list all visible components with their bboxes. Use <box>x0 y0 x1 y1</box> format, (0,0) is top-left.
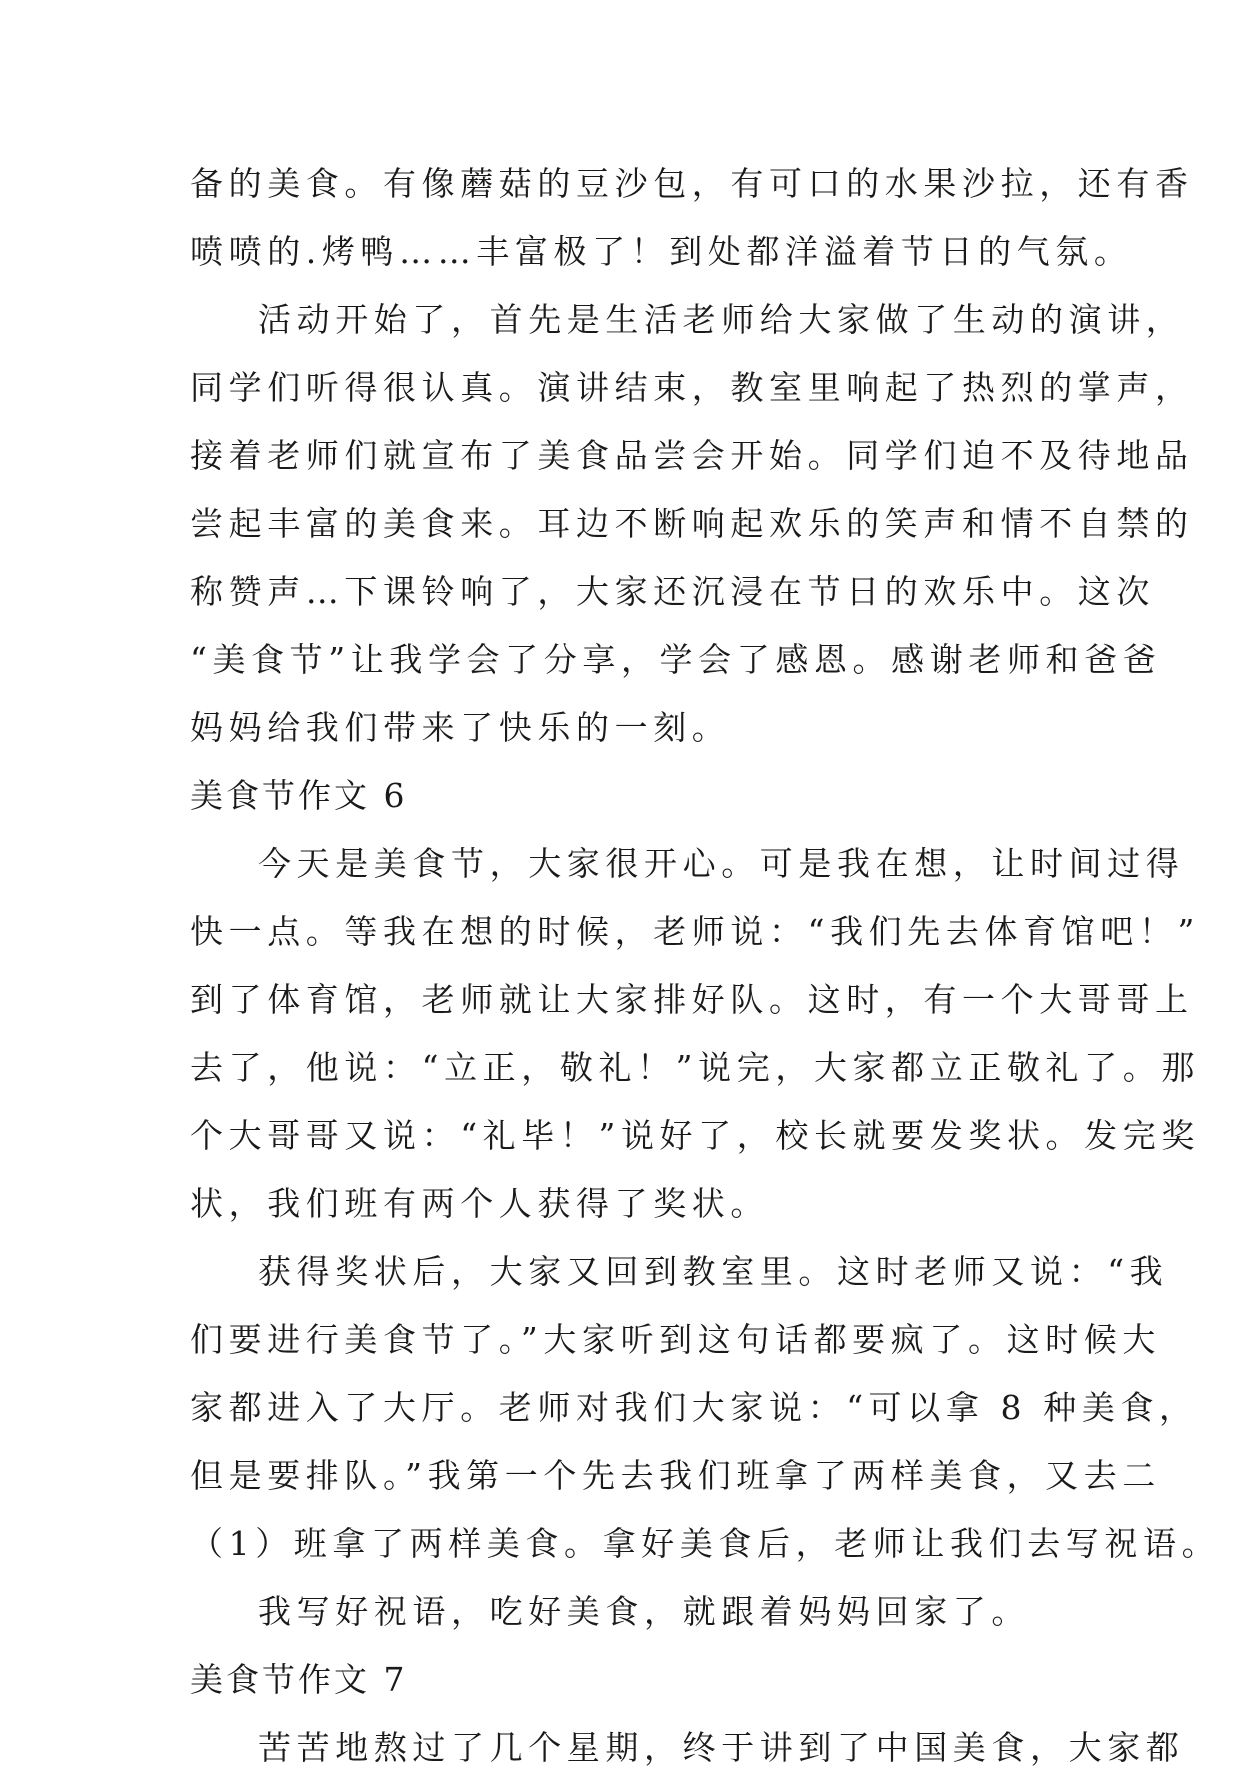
paragraph-line: 个大哥哥又说：“礼毕！”说好了，校长就要发奖状。发完奖 <box>190 1116 1200 1155</box>
paragraph-line: 我写好祝语，吃好美食，就跟着妈妈回家了。 <box>258 1592 1030 1631</box>
paragraph-line: 家都进入了大厅。老师对我们大家说：“可以拿 8 种美食， <box>190 1388 1198 1427</box>
paragraph-line: （1）班拿了两样美食。拿好美食后，老师让我们去写祝语。 <box>190 1524 1221 1563</box>
paragraph-line: 喷喷的.烤鸭……丰富极了！到处都洋溢着节日的气氛。 <box>190 232 1133 271</box>
paragraph-line: 快一点。等我在想的时候，老师说：“我们先去体育馆吧！” <box>190 912 1200 951</box>
paragraph-line: 今天是美食节，大家很开心。可是我在想，让时间过得 <box>258 844 1185 883</box>
paragraph-line: 尝起丰富的美食来。耳边不断响起欢乐的笑声和情不自禁的 <box>190 504 1194 543</box>
section-heading: 美食节作文 7 <box>190 1660 408 1699</box>
paragraph-line: 但是要排队。”我第一个先去我们班拿了两样美食，又去二 <box>190 1456 1161 1495</box>
paragraph-line: 去了，他说：“立正，敬礼！”说完，大家都立正敬礼了。那 <box>190 1048 1200 1087</box>
paragraph-line: “美食节”让我学会了分享，学会了感恩。感谢老师和爸爸 <box>190 640 1162 679</box>
paragraph-line: 苦苦地熬过了几个星期，终于讲到了中国美食，大家都 <box>258 1728 1185 1767</box>
paragraph-line: 同学们听得很认真。演讲结束，教室里响起了热烈的掌声， <box>190 368 1194 407</box>
paragraph-line: 到了体育馆，老师就让大家排好队。这时，有一个大哥哥上 <box>190 980 1194 1019</box>
paragraph-line: 状，我们班有两个人获得了奖状。 <box>190 1184 769 1223</box>
paragraph-line: 妈妈给我们带来了快乐的一刻。 <box>190 708 731 747</box>
document-page <box>190 150 1221 1782</box>
paragraph-line: 获得奖状后，大家又回到教室里。这时老师又说：“我 <box>258 1252 1169 1291</box>
paragraph-line: 接着老师们就宣布了美食品尝会开始。同学们迫不及待地品 <box>190 436 1194 475</box>
paragraph-line: 备的美食。有像蘑菇的豆沙包，有可口的水果沙拉，还有香 <box>190 164 1194 203</box>
paragraph-line: 们要进行美食节了。”大家听到这句话都要疯了。这时候大 <box>190 1320 1161 1359</box>
section-heading: 美食节作文 6 <box>190 776 408 815</box>
paragraph-line: 活动开始了，首先是生活老师给大家做了生动的演讲， <box>258 300 1185 339</box>
paragraph-line: 称赞声…下课铃响了，大家还沉浸在节日的欢乐中。这次 <box>190 572 1155 611</box>
